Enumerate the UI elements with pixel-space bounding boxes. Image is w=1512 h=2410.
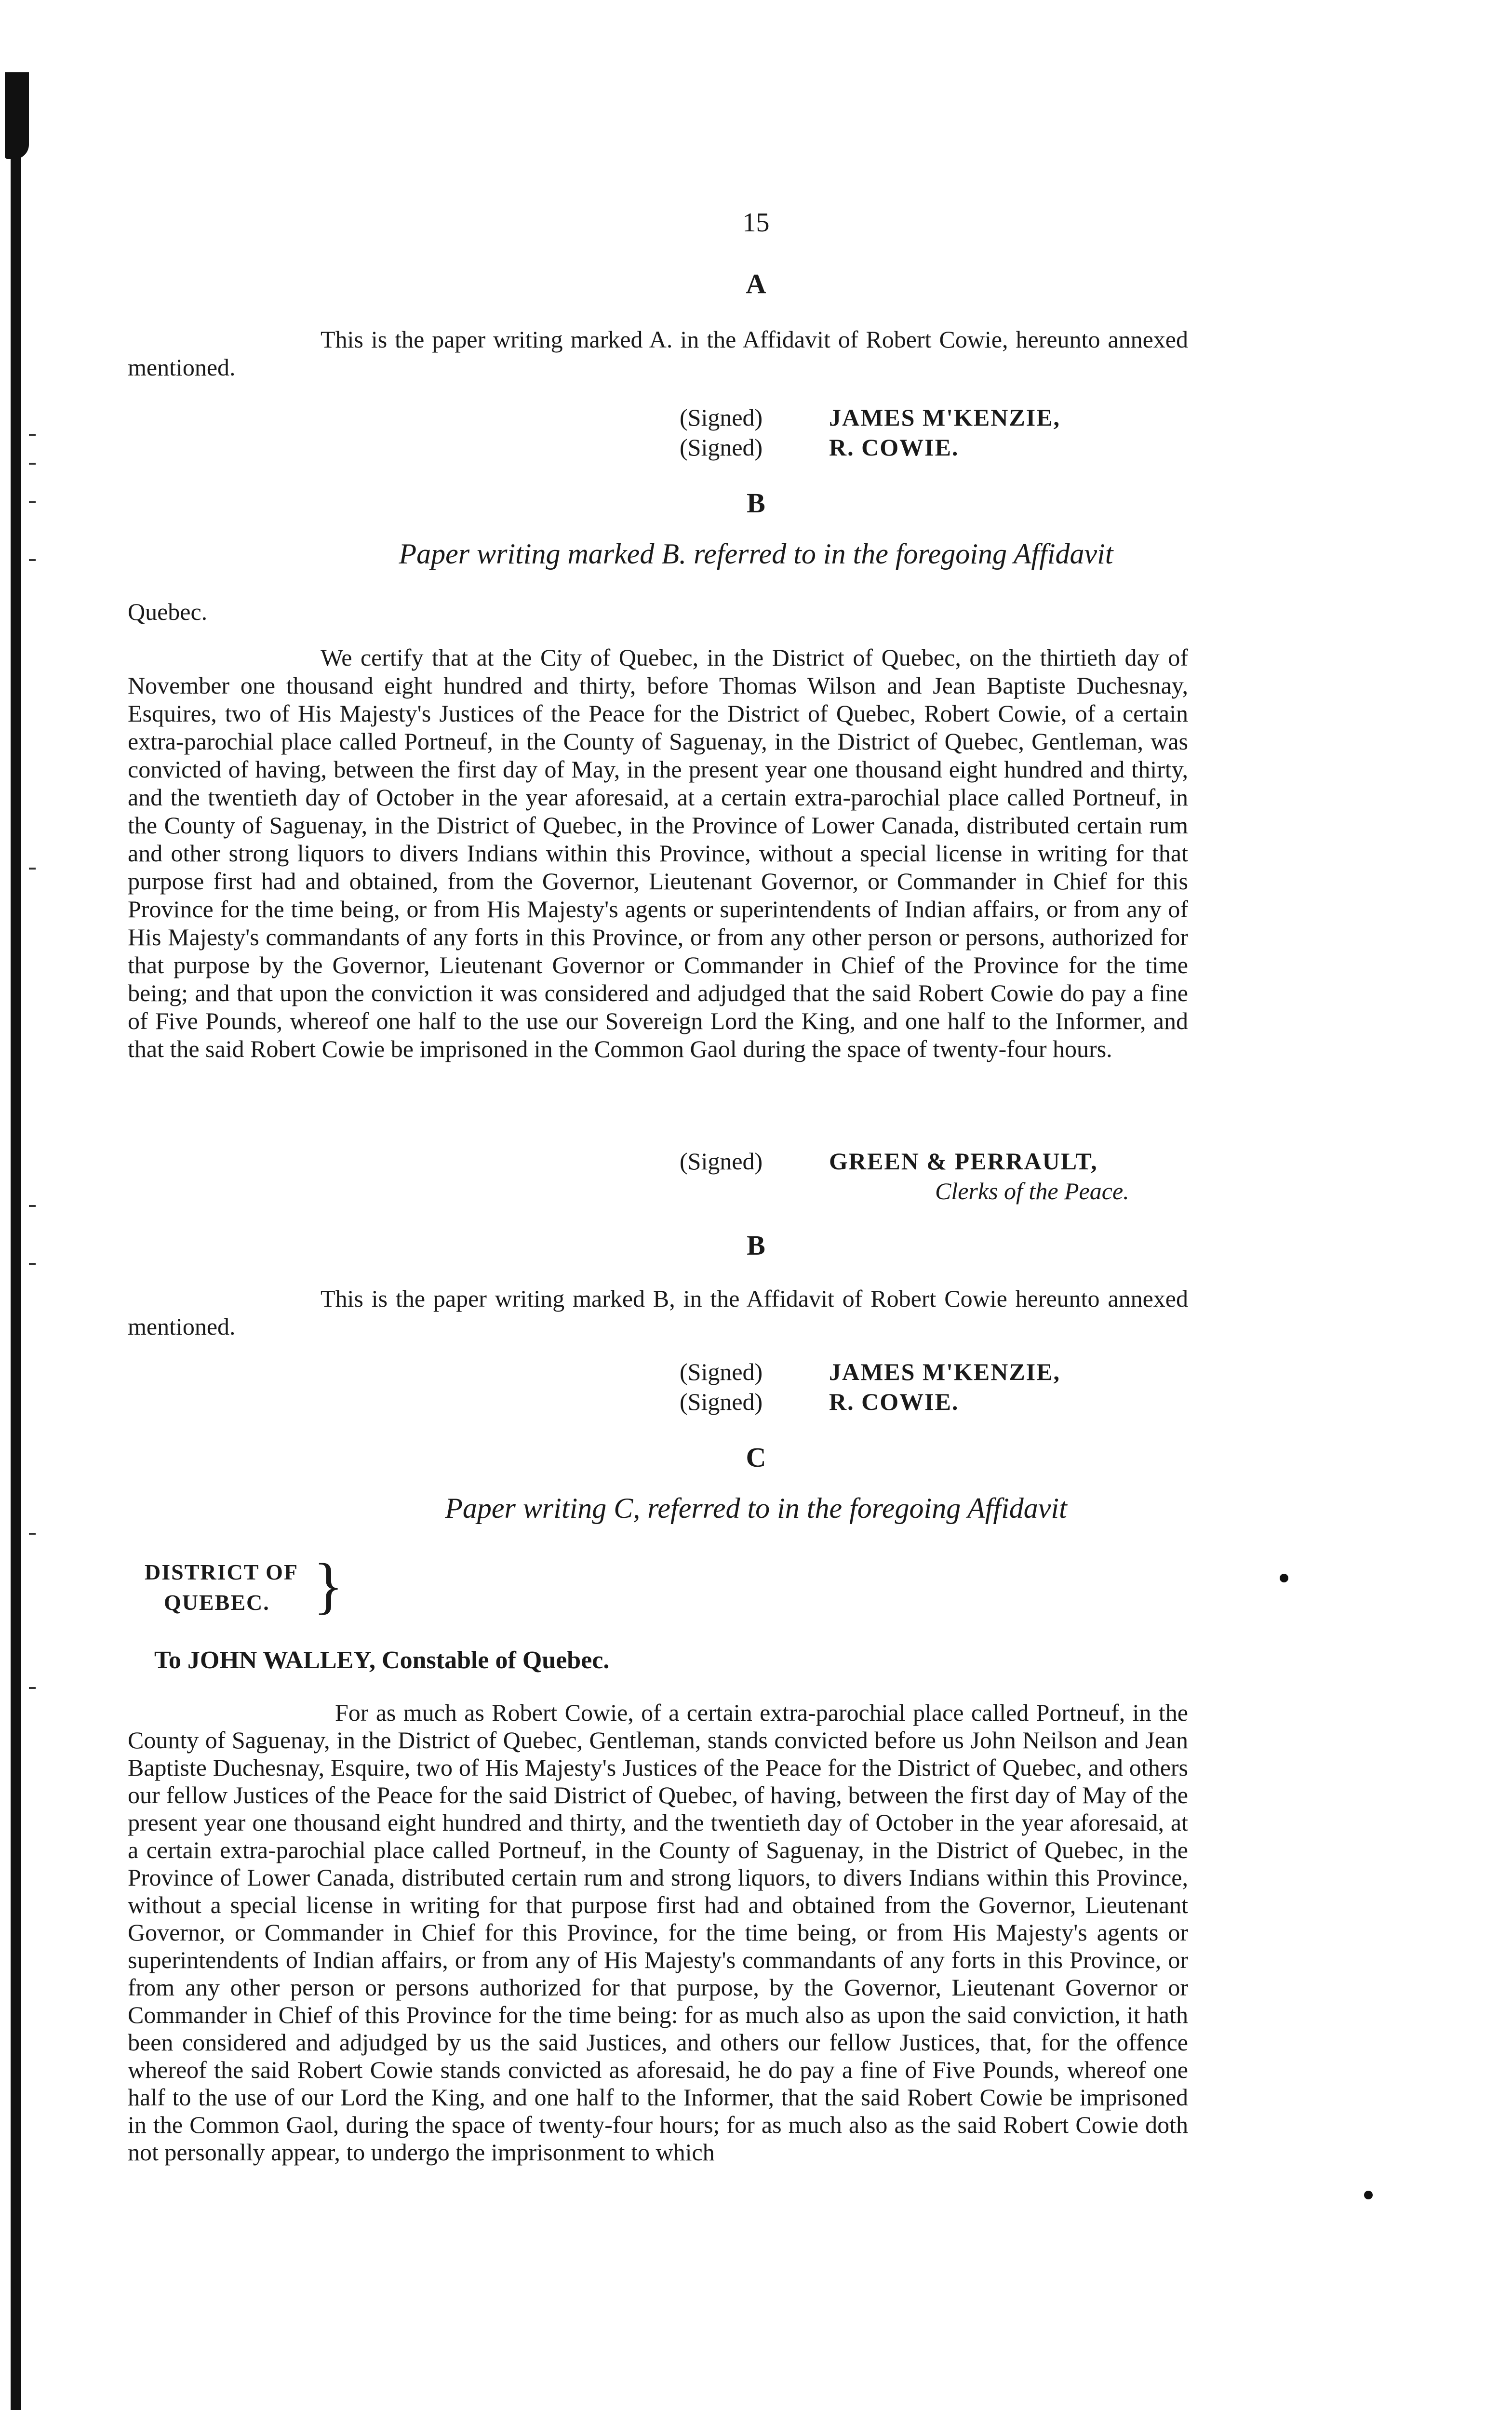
section-b2-paragraph: This is the paper writing marked B, in the Affidavit of Robert Cowie hereunto annexed mentioned.	[128, 1285, 1188, 1340]
section-b-paragraph: We certify that at the City of Quebec, in the District of Quebec, on the thirtieth day of November one thousand eight hundred and thirty, before Thomas Wilson and Jean Baptiste Duchesnay, Esquires, two of His Majesty's Justices of the Peace for the District of Quebec, Robert Cowie, of a certain extra-parochial place called Portneuf, in the County of Saguenay, in the District of Quebec, Gentleman, was convicted of having, between the first day of May, in the present year one thousand eight hundred and thirty, and the twentieth day of October in the year aforesaid, at a certain extra-parochial place called Portneuf, in the County of Saguenay, in the District of Quebec, in the Province of Lower Canada, distributed certain rum and other strong liquors to divers Indians within this Province, without a special license in writing for that purpose first had and obtained, from the Governor, Lieutenant Governor, or Commander in Chief for this Province for the time being, or from His Majesty's agents or superintendents of Indian affairs, or from any of His Majesty's commandants of any forts in this Province, or from any other person or persons, authorized for that purpose by the Governor, Lieutenant Governor or Commander in Chief of the Province for the time being; and that upon the conviction it was considered and adjudged that the said Robert Cowie do pay a fine of Five Pounds, whereof one half to the use our Sovereign Lord the King, and one half to the Informer, and that the said Robert Cowie be imprisoned in the Common Gaol during the space of twenty-four hours.	[128, 644, 1188, 1062]
section-a-heading: A	[746, 268, 766, 299]
signature-row	[680, 1357, 1060, 1387]
section-a-signatures	[680, 402, 1060, 462]
signed-label: (Signed)	[680, 1388, 763, 1415]
section-b-heading: B	[747, 487, 765, 519]
signatory-name: R. COWIE.	[829, 434, 959, 461]
place-line: Quebec.	[128, 598, 208, 625]
district-line: QUEBEC.	[164, 1590, 270, 1615]
section-a-paragraph: This is the paper writing marked A. in the Affidavit of Robert Cowie, hereunto annexed mentioned.	[128, 326, 1188, 381]
signature-row	[680, 1387, 1060, 1417]
signature-row	[680, 402, 1060, 432]
signatory-name: R. COWIE.	[829, 1388, 959, 1415]
section-b-subheading: Paper writing marked B. referred to in the foregoing Affidavit	[399, 538, 1113, 570]
section-c-heading: C	[746, 1442, 766, 1473]
signature-row	[680, 1147, 1129, 1175]
section-b2-heading: B	[747, 1230, 765, 1261]
clerks-name: GREEN & PERRAULT,	[829, 1148, 1098, 1175]
section-b2-signatures	[680, 1357, 1060, 1417]
signed-label: (Signed)	[680, 1148, 763, 1175]
signed-label: (Signed)	[680, 434, 763, 461]
section-c-paragraph: For as much as Robert Cowie, of a certain extra-parochial place called Portneuf, in the County of Saguenay, in the District of Quebec, Gentleman, stands convicted before us John Neilson and Jean Baptiste Duchesnay, Esquire, two of His Majesty's Justices of the Peace for the District of Quebec, and others our fellow Justices of the Peace for the said District of Quebec, of having, between the first day of May of the present year one thousand eight hundred and thirty, and the twentieth day of October in the year aforesaid, at a certain extra-parochial place called Portneuf, in the County of Saguenay, in the District of Quebec, in the Province of Lower Canada, distributed certain rum and strong liquors, to divers Indians within this Province, without a special license in writing for that purpose first had and obtained from the Governor, Lieutenant Governor, or Commander in Chief for this Province, for the time being, or from His Majesty's agents or superintendents of Indian affairs, or from any of His Majesty's commandants of any forts in this Province, or from any other person or persons authorized for that purpose, by the Governor, Lieutenant Governor or Commander in Chief of this Province for the time being: for as much also as upon the said conviction, it hath been considered and adjudged by us the said Justices, and others our fellow Justices, that, for the offence whereof the said Robert Cowie stands convicted as aforesaid, he do pay a fine of Five Pounds, whereof one half to the use of our Lord the King, and one half to the Informer, that the said Robert Cowie be imprisoned in the Common Gaol, during the space of twenty-four hours; for as much also as the said Robert Cowie doth not personally appear, to undergo the imprisonment to which	[128, 1699, 1188, 2166]
addressee-line: To JOHN WALLEY, Constable of Quebec.	[154, 1647, 610, 1674]
district-caption	[145, 1551, 345, 1620]
district-line: DISTRICT OF	[145, 1560, 298, 1584]
clerks-signature	[680, 1147, 1129, 1205]
signed-label: (Signed)	[680, 404, 763, 431]
clerks-title: Clerks of the Peace.	[935, 1178, 1129, 1205]
brace-symbol: }	[313, 1551, 345, 1620]
signatory-name: JAMES M'KENZIE,	[829, 404, 1061, 431]
binding-marks	[29, 434, 43, 1976]
signature-row	[680, 432, 1060, 462]
signatory-name: JAMES M'KENZIE,	[829, 1358, 1061, 1385]
ink-spot	[1364, 2191, 1373, 2199]
page-number: 15	[742, 208, 770, 238]
signed-label: (Signed)	[680, 1358, 763, 1385]
section-c-subheading: Paper writing C, referred to in the foregoing Affidavit	[445, 1492, 1067, 1524]
ink-spot	[1280, 1574, 1288, 1582]
